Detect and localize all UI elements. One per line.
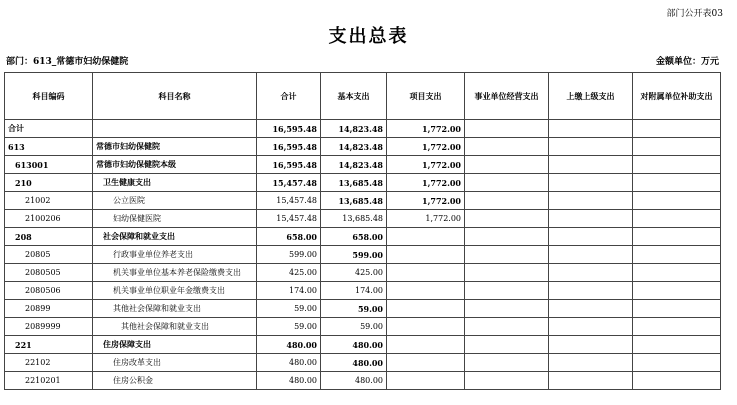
cell-empty <box>465 246 549 264</box>
cell-project <box>387 228 465 246</box>
cell-name: 其他社会保障和就业支出 <box>93 318 257 336</box>
cell-empty <box>549 228 633 246</box>
cell-basic: 14,823.48 <box>321 120 387 138</box>
cell-empty <box>633 282 721 300</box>
cell-empty <box>549 192 633 210</box>
table-row <box>5 174 721 192</box>
cell-total: 15,457.48 <box>257 174 321 192</box>
cell-empty <box>633 156 721 174</box>
cell-total: 174.00 <box>257 282 321 300</box>
cell-basic: 425.00 <box>321 264 387 282</box>
cell-empty <box>549 282 633 300</box>
cell-code: 2080505 <box>5 264 93 282</box>
cell-name: 卫生健康支出 <box>93 174 257 192</box>
table-row <box>5 336 721 354</box>
cell-empty <box>465 282 549 300</box>
cell-total: 480.00 <box>257 372 321 390</box>
cell-empty <box>465 192 549 210</box>
cell-name: 机关事业单位职业年金缴费支出 <box>93 282 257 300</box>
cell-project <box>387 282 465 300</box>
cell-project: 1,772.00 <box>387 156 465 174</box>
cell-name: 住房公积金 <box>93 372 257 390</box>
cell-basic: 174.00 <box>321 282 387 300</box>
cell-basic: 13,685.48 <box>321 210 387 228</box>
cell-project <box>387 318 465 336</box>
page-title: 支出总表 <box>328 26 409 47</box>
cell-empty <box>633 210 721 228</box>
cell-name: 公立医院 <box>93 192 257 210</box>
cell-total: 16,595.48 <box>257 156 321 174</box>
cell-empty <box>549 336 633 354</box>
header-code: 科目编码 <box>5 73 93 120</box>
cell-empty <box>549 210 633 228</box>
table-row <box>5 156 721 174</box>
header-subsidy: 对附属单位补助支出 <box>633 73 721 120</box>
cell-empty <box>549 156 633 174</box>
cell-project <box>387 246 465 264</box>
table-row <box>5 192 721 210</box>
cell-empty <box>465 210 549 228</box>
cell-basic: 480.00 <box>321 336 387 354</box>
table-row <box>5 354 721 372</box>
cell-basic: 599.00 <box>321 246 387 264</box>
cell-code: 2210201 <box>5 372 93 390</box>
cell-empty <box>633 264 721 282</box>
cell-code: 208 <box>5 228 93 246</box>
department-label: 部门：613_常德市妇幼保健院 <box>6 57 129 67</box>
cell-empty <box>549 372 633 390</box>
table-row <box>5 264 721 282</box>
cell-empty <box>549 300 633 318</box>
table-row <box>5 246 721 264</box>
cell-project <box>387 372 465 390</box>
table-row <box>5 138 721 156</box>
cell-total: 15,457.48 <box>257 210 321 228</box>
header-operating: 事业单位经营支出 <box>465 73 549 120</box>
table-row <box>5 282 721 300</box>
cell-basic: 13,685.48 <box>321 174 387 192</box>
cell-empty <box>549 318 633 336</box>
cell-empty <box>465 120 549 138</box>
cell-empty <box>465 300 549 318</box>
cell-total: 16,595.48 <box>257 120 321 138</box>
cell-name: 常德市妇幼保健院本级 <box>93 156 257 174</box>
cell-code: 210 <box>5 174 93 192</box>
cell-total: 425.00 <box>257 264 321 282</box>
cell-empty <box>465 318 549 336</box>
cell-empty <box>549 174 633 192</box>
cell-project: 1,772.00 <box>387 120 465 138</box>
cell-total: 480.00 <box>257 354 321 372</box>
cell-project <box>387 264 465 282</box>
cell-basic: 59.00 <box>321 318 387 336</box>
cell-project <box>387 300 465 318</box>
cell-empty <box>633 372 721 390</box>
cell-code: 22102 <box>5 354 93 372</box>
cell-empty <box>633 138 721 156</box>
cell-total: 15,457.48 <box>257 192 321 210</box>
cell-empty <box>633 120 721 138</box>
cell-empty <box>465 354 549 372</box>
cell-project <box>387 336 465 354</box>
cell-basic: 13,685.48 <box>321 192 387 210</box>
cell-total: 59.00 <box>257 300 321 318</box>
cell-empty <box>465 228 549 246</box>
table-row <box>5 228 721 246</box>
table-number-label: 部门公开表03 <box>666 9 723 19</box>
cell-empty <box>633 228 721 246</box>
cell-empty <box>465 138 549 156</box>
cell-name-text: 机关事业单位基本养老保险缴费支出 <box>113 267 241 277</box>
header-basic: 基本支出 <box>321 73 387 120</box>
header-project: 项目支出 <box>387 73 465 120</box>
cell-name: 妇幼保健医院 <box>93 210 257 228</box>
cell-project: 1,772.00 <box>387 174 465 192</box>
cell-total: 480.00 <box>257 336 321 354</box>
header-name: 科目名称 <box>93 73 257 120</box>
cell-name: 住房保障支出 <box>93 336 257 354</box>
cell-code: 合计 <box>5 120 93 138</box>
cell-total: 599.00 <box>257 246 321 264</box>
cell-empty <box>465 336 549 354</box>
cell-code: 20805 <box>5 246 93 264</box>
header-row <box>5 73 721 120</box>
cell-project: 1,772.00 <box>387 138 465 156</box>
cell-code: 221 <box>5 336 93 354</box>
cell-basic: 14,823.48 <box>321 138 387 156</box>
cell-empty <box>465 264 549 282</box>
cell-code: 613001 <box>5 156 93 174</box>
cell-empty <box>465 156 549 174</box>
unit-label: 金额单位：万元 <box>655 57 719 67</box>
cell-empty <box>633 174 721 192</box>
header-upper: 上缴上级支出 <box>549 73 633 120</box>
cell-basic: 14,823.48 <box>321 156 387 174</box>
cell-empty <box>549 264 633 282</box>
table-row <box>5 372 721 390</box>
cell-empty <box>633 354 721 372</box>
cell-name: 常德市妇幼保健院 <box>93 138 257 156</box>
cell-empty <box>549 246 633 264</box>
cell-name <box>93 120 257 138</box>
cell-name: 行政事业单位养老支出 <box>93 246 257 264</box>
cell-basic: 480.00 <box>321 372 387 390</box>
cell-name: 其他社会保障和就业支出 <box>93 300 257 318</box>
cell-empty <box>633 318 721 336</box>
cell-empty <box>465 174 549 192</box>
table-row <box>5 318 721 336</box>
cell-empty <box>633 300 721 318</box>
cell-project: 1,772.00 <box>387 192 465 210</box>
cell-empty <box>633 246 721 264</box>
table-row <box>5 300 721 318</box>
cell-project <box>387 354 465 372</box>
cell-empty <box>549 138 633 156</box>
header-total: 合计 <box>257 73 321 120</box>
cell-code: 2080506 <box>5 282 93 300</box>
cell-name: 住房改革支出 <box>93 354 257 372</box>
cell-code: 20899 <box>5 300 93 318</box>
cell-total: 16,595.48 <box>257 138 321 156</box>
table-row <box>5 210 721 228</box>
cell-empty <box>633 192 721 210</box>
cell-basic: 658.00 <box>321 228 387 246</box>
cell-code: 21002 <box>5 192 93 210</box>
table-row <box>5 120 721 138</box>
cell-empty <box>465 372 549 390</box>
cell-empty <box>549 120 633 138</box>
cell-empty <box>549 354 633 372</box>
expenditure-table <box>4 72 721 390</box>
cell-name: 社会保障和就业支出 <box>93 228 257 246</box>
cell-empty <box>633 336 721 354</box>
cell-code: 2089999 <box>5 318 93 336</box>
cell-basic: 59.00 <box>321 300 387 318</box>
cell-basic: 480.00 <box>321 354 387 372</box>
cell-total: 59.00 <box>257 318 321 336</box>
cell-name <box>93 264 257 282</box>
cell-project: 1,772.00 <box>387 210 465 228</box>
cell-total: 658.00 <box>257 228 321 246</box>
cell-code: 2100206 <box>5 210 93 228</box>
cell-code: 613 <box>5 138 93 156</box>
